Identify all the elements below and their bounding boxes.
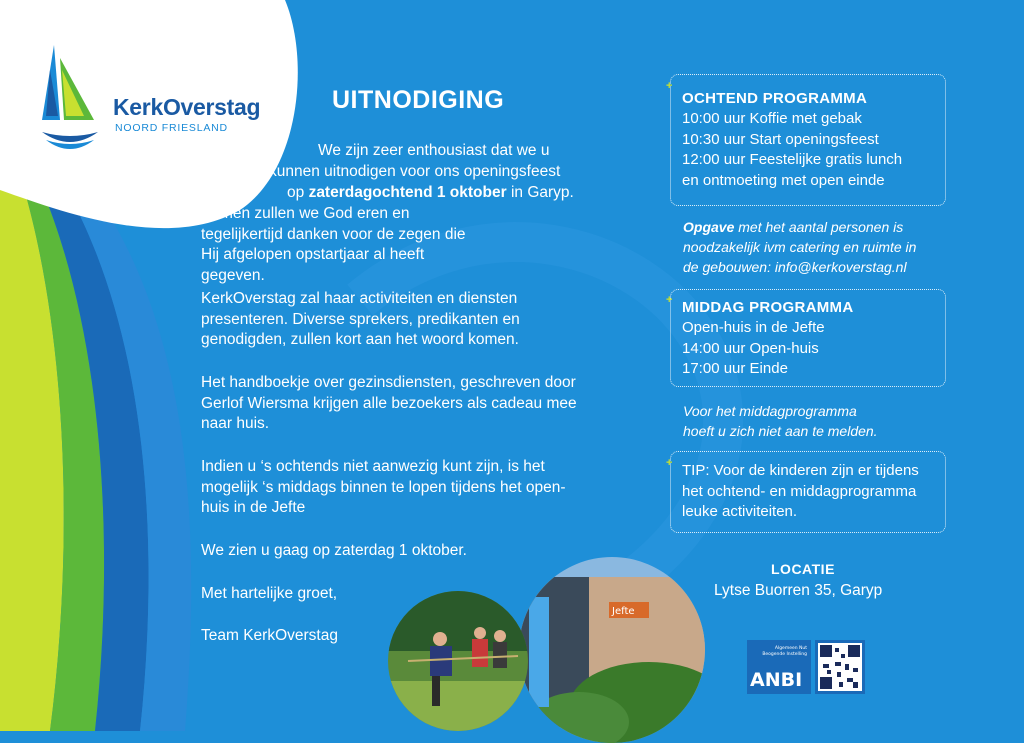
signature: Team KerkOverstag — [201, 627, 338, 644]
location-title: LOCATIE — [771, 561, 835, 577]
intro-line-1: We zijn zeer enthousiast dat we u — [318, 142, 550, 159]
morning-line: 12:00 uur Feestelijke gratis lunch — [682, 151, 903, 168]
anbi-small-text-1: Algemeen Nut — [774, 646, 807, 651]
intro-paragraph: Samen zullen we God eren en tegelijkertijd danken voor de zegen die Hij afgelopen opstartjaar al heeft gegeven. — [201, 205, 466, 284]
plus-icon: + — [666, 457, 673, 469]
signup-email: de gebouwen: info@kerkoverstag.nl — [683, 259, 907, 275]
intro-line-2: kunnen uitnodigen voor ons openingsfeest — [269, 163, 561, 180]
afternoon-line: Open-huis in de Jefte — [682, 319, 825, 336]
tip-text: TIP: Voor de kinderen zijn er tijdens het ochtend- en middagprogramma leuke activiteiten. — [682, 462, 919, 520]
sailboat-logo-icon — [36, 40, 100, 160]
building-photo — [519, 557, 705, 743]
anbi-badge-icon — [747, 640, 865, 694]
brand-subtitle: NOORD FRIESLAND — [115, 122, 228, 134]
afternoon-line: 14:00 uur Open-huis — [682, 339, 819, 357]
intro-date: zaterdagochtend 1 oktober — [308, 184, 507, 201]
paragraph-activities: KerkOverstag zal haar activiteiten en diensten presenteren. Diverse sprekers, predikanten en genodigden, zullen kort aan het woord komen. — [201, 290, 520, 348]
signup-note: Opgave met het aantal personen is noodzakelijk ivm catering en ruimte in de gebouwen: info@kerkoverstag.nl — [683, 219, 917, 275]
page-title: UITNODIGING — [332, 86, 505, 114]
anbi-small-text-2: Beogende Instelling — [762, 652, 807, 657]
afternoon-program-title: MIDDAG PROGRAMMA — [682, 299, 854, 316]
afternoon-note: Voor het middagprogramma hoeft u zich niet aan te melden. — [683, 403, 878, 439]
morning-line: 10:00 uur Koffie met gebak — [682, 110, 862, 127]
morning-line: en ontmoeting met open einde — [682, 171, 885, 189]
morning-program-list — [682, 109, 902, 191]
afternoon-program-list — [682, 318, 825, 380]
paragraph-closing: We zien u gaag op zaterdag 1 oktober. — [201, 542, 467, 559]
intro-line-3: op zaterdagochtend 1 oktober in Garyp. — [287, 184, 574, 201]
brand-name: KerkOverstag — [113, 94, 261, 120]
greeting: Met hartelijke groet, — [201, 585, 338, 602]
morning-line: 10:30 uur Start openingsfeest — [682, 130, 879, 148]
paragraph-handbook: Het handboekje over gezinsdiensten, geschreven door Gerlof Wiersma krijgen alle bezoekers als cadeau mee naar huis. — [201, 374, 577, 432]
anbi-label: ANBI — [750, 669, 803, 691]
building-sign-label: Jefte — [612, 606, 635, 617]
plus-icon: + — [666, 294, 673, 306]
signup-bold: Opgave — [683, 219, 735, 235]
tug-of-war-photo — [388, 591, 528, 731]
paragraph-afternoon: Indien u ‘s ochtends niet aanwezig kunt zijn, is het mogelijk ‘s middags binnen te lopen tijdens het open-huis in de Jefte — [201, 458, 566, 516]
plus-icon: + — [666, 80, 673, 92]
location-address: Lytse Buorren 35, Garyp — [714, 582, 883, 599]
morning-program-title: OCHTEND PROGRAMMA — [682, 90, 868, 107]
afternoon-line: 17:00 uur Einde — [682, 360, 788, 377]
